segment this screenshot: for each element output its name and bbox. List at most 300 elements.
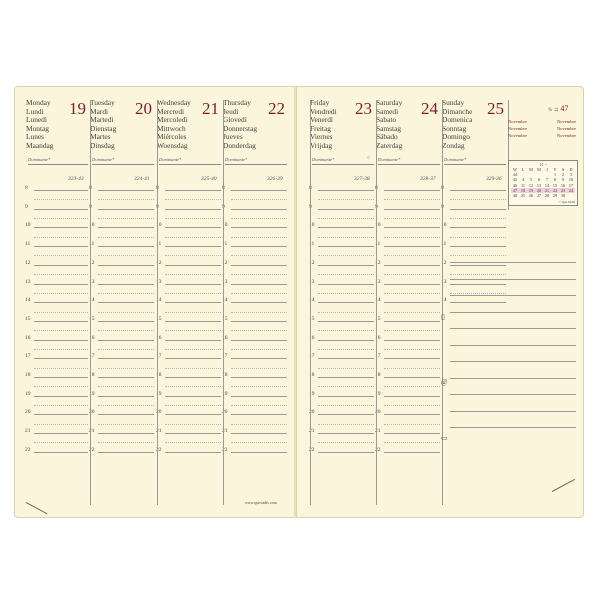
day-name: Thursday (223, 98, 251, 107)
hour-line (231, 302, 287, 303)
hour-label: 13 (309, 278, 315, 285)
hour-line (98, 246, 154, 247)
hour-line (318, 209, 374, 210)
notes-line (450, 394, 576, 395)
month-label: Novembre (557, 119, 576, 124)
half-hour-line (98, 368, 154, 369)
hour-label: 20 (375, 409, 381, 416)
mini-calendar-cell: 25 (520, 193, 526, 199)
dominante-label: Dominante* (378, 157, 401, 162)
mini-calendar-cell: 5 (529, 177, 533, 183)
week-label: 47 (560, 104, 569, 113)
column-separator (376, 100, 377, 505)
day-column (376, 99, 440, 154)
day-name: Dimanche (442, 106, 473, 116)
hour-label: 20 (309, 409, 315, 416)
hour-line (165, 433, 221, 434)
hour-label: 22 (222, 446, 228, 453)
hour-line (98, 414, 154, 415)
hour-line (231, 396, 287, 397)
notes-line (450, 427, 576, 428)
notes-line (450, 361, 576, 362)
hour-line (318, 302, 374, 303)
day-name: Dinsdag (90, 140, 115, 150)
hour-line (231, 190, 287, 191)
day-name: Sunday (442, 98, 465, 107)
hour-label: 8 (222, 185, 225, 191)
notes-line (450, 279, 576, 280)
half-hour-line (318, 442, 374, 443)
hour-line (98, 302, 154, 303)
hour-line (231, 452, 287, 453)
half-hour-line (34, 199, 88, 200)
hour-line (98, 396, 154, 397)
hour-line (318, 321, 374, 322)
hour-line (450, 265, 506, 266)
half-hour-line (98, 237, 154, 238)
hour-line (384, 284, 440, 285)
month-row (508, 125, 576, 132)
half-hour-line (98, 255, 154, 256)
half-hour-line (384, 199, 440, 200)
hour-label: 19 (25, 390, 31, 397)
hour-line (318, 340, 374, 341)
hour-label: 19 (156, 390, 162, 397)
half-hour-line (384, 368, 440, 369)
mini-calendar-cell: 28 (544, 193, 550, 199)
day-name: Lunedì (26, 115, 47, 125)
hour-line (165, 340, 221, 341)
hour-label: 12 (89, 259, 95, 266)
hour-label: 15 (25, 315, 31, 322)
half-hour-line (165, 312, 221, 313)
mini-calendar-header: W (513, 167, 517, 172)
half-hour-line (450, 237, 506, 238)
day-name: Wednesday (157, 98, 191, 107)
hour-line (98, 433, 154, 434)
hour-label: 12 (441, 259, 447, 266)
mini-calendar-cell: 23 (560, 187, 566, 193)
mini-calendar-header: L (521, 167, 525, 172)
half-hour-line (165, 405, 221, 406)
hour-line (231, 284, 287, 285)
mini-calendar-cell: 29 (552, 193, 558, 199)
hour-label: 15 (156, 315, 162, 322)
hour-label: 14 (156, 297, 162, 304)
footer-site: www.quovadis.com (245, 500, 277, 505)
hour-line (318, 265, 374, 266)
mini-calendar-cell: 22 (552, 187, 558, 193)
day-name: Samedi (376, 106, 399, 116)
dominante-label: Dominante* (444, 157, 467, 162)
day-name: Domingo (442, 132, 470, 142)
day-name: Lundi (26, 106, 44, 116)
hour-line (165, 284, 221, 285)
hour-label: 17 (309, 353, 315, 360)
half-hour-line (231, 386, 287, 387)
day-of-year: 324-41 (134, 176, 150, 182)
hour-label: 14 (222, 297, 228, 304)
mini-calendar-cell: 26 (528, 193, 534, 199)
day-name: Jueves (223, 132, 243, 142)
mini-calendar-cell: 19 (528, 187, 534, 193)
hour-line (98, 377, 154, 378)
half-hour-line (318, 368, 374, 369)
hour-line (34, 190, 88, 191)
day-names (310, 99, 337, 151)
hour-label: 20 (89, 409, 95, 416)
notes-line (450, 411, 576, 412)
hour-label: 10 (309, 222, 315, 229)
day-names (223, 99, 257, 151)
hour-line (318, 452, 374, 453)
hour-line (231, 321, 287, 322)
hour-line (98, 265, 154, 266)
mini-calendar-cell: 16 (560, 182, 566, 188)
half-hour-line (384, 274, 440, 275)
hour-label: 14 (89, 297, 95, 304)
hour-line (384, 452, 440, 453)
hour-label: 13 (156, 278, 162, 285)
dominante-line (444, 164, 506, 165)
dominante-label: Dominante* (225, 157, 248, 162)
day-column (223, 99, 287, 154)
hour-label: 10 (441, 222, 447, 229)
dominante-line (92, 164, 154, 165)
hour-label: 8 (156, 185, 159, 191)
day-of-year: 325-40 (201, 176, 217, 182)
day-column (157, 99, 221, 154)
notes-line (450, 345, 576, 346)
day-name: Viernes (310, 132, 333, 142)
hour-line (450, 227, 506, 228)
mini-calendar-cell: 8 (553, 177, 557, 183)
day-name: Miércoles (157, 132, 187, 142)
day-name: Venerdì (310, 115, 333, 125)
week-prefix: % (548, 108, 553, 113)
hour-line (318, 377, 374, 378)
hour-label: 18 (222, 372, 228, 378)
hour-line (231, 377, 287, 378)
hour-line (318, 433, 374, 434)
hour-line (34, 433, 88, 434)
hour-line (98, 209, 154, 210)
hour-line (34, 377, 88, 378)
hour-label: 22 (309, 446, 315, 453)
hour-line (231, 433, 287, 434)
half-hour-line (318, 405, 374, 406)
hour-label: 9 (222, 203, 225, 210)
half-hour-line (98, 349, 154, 350)
dominante-line (225, 164, 287, 165)
hour-line (165, 396, 221, 397)
hour-label: 17 (89, 353, 95, 360)
hour-label: 18 (375, 372, 381, 378)
half-hour-line (384, 442, 440, 443)
hour-label: 15 (375, 315, 381, 322)
mini-calendar-cell: 2 (561, 172, 565, 178)
hour-line (384, 396, 440, 397)
hour-label: 11 (309, 241, 315, 248)
mini-calendar-cell: 46 (512, 182, 518, 188)
day-name: Mittwoch (157, 123, 186, 133)
half-hour-line (384, 405, 440, 406)
hour-label: 12 (222, 259, 228, 266)
hour-line (384, 321, 440, 322)
hour-line (98, 452, 154, 453)
notes-line (450, 328, 576, 329)
hour-label: 9 (156, 203, 159, 210)
day-name: Donderdag (223, 140, 256, 150)
day-of-year: 329-36 (486, 176, 502, 182)
hour-line (34, 321, 88, 322)
day-name: Mardi (90, 106, 109, 116)
day-name: Sábado (376, 132, 398, 142)
hour-label: 10 (156, 222, 162, 229)
mini-calendar-cell: 3 (569, 172, 573, 178)
dominante-line (159, 164, 221, 165)
hour-line (165, 265, 221, 266)
month-label: Novembre (508, 126, 527, 131)
hour-label: 21 (156, 428, 162, 435)
hour-line (34, 396, 88, 397)
hour-line (384, 302, 440, 303)
half-hour-line (318, 237, 374, 238)
mini-calendar-cell: 13 (536, 182, 542, 188)
day-name: Maandag (26, 140, 54, 150)
hour-label: 21 (309, 428, 315, 435)
half-hour-line (231, 424, 287, 425)
half-hour-line (34, 368, 88, 369)
hour-line (98, 358, 154, 359)
hour-label: 11 (375, 241, 381, 248)
notepad-icon: ▭ (441, 434, 448, 442)
half-hour-line (34, 274, 88, 275)
hour-label: 8 (89, 185, 92, 191)
phone-icon: ▯ (441, 313, 445, 321)
hour-label: 18 (25, 372, 31, 378)
half-hour-line (98, 386, 154, 387)
hour-label: 10 (222, 222, 228, 229)
hour-line (34, 452, 88, 453)
hour-label: 19 (222, 390, 228, 397)
hour-label: 20 (222, 409, 228, 416)
hour-label: 12 (25, 259, 31, 266)
hour-line (34, 358, 88, 359)
half-hour-line (165, 199, 221, 200)
day-name: Martedì (90, 115, 114, 125)
half-hour-line (231, 218, 287, 219)
hour-line (165, 302, 221, 303)
dominante-label: Dominante* (159, 157, 182, 162)
half-hour-line (318, 255, 374, 256)
half-hour-line (384, 237, 440, 238)
hour-line (34, 227, 88, 228)
hour-line (318, 396, 374, 397)
mini-calendar-cell: 1 (553, 172, 557, 178)
mini-calendar-cell: 18 (520, 187, 526, 193)
half-hour-line (98, 442, 154, 443)
mini-calendar-cell: 17 (568, 182, 574, 188)
hour-label: 18 (156, 372, 162, 378)
day-name: Montag (26, 123, 49, 133)
half-hour-line (34, 237, 88, 238)
hour-label: 19 (375, 390, 381, 397)
hour-label: 8 (25, 185, 28, 191)
notes-line (450, 312, 576, 313)
hour-line (165, 209, 221, 210)
day-name: Vendredi (310, 106, 337, 116)
hour-label: 11 (156, 241, 162, 248)
half-hour-line (165, 218, 221, 219)
hour-label: 16 (156, 334, 162, 341)
half-hour-line (231, 330, 287, 331)
half-hour-line (231, 199, 287, 200)
hour-line (231, 265, 287, 266)
hour-label: 22 (156, 446, 162, 453)
half-hour-line (231, 255, 287, 256)
day-name: Freitag (310, 123, 331, 133)
hour-line (165, 246, 221, 247)
half-hour-line (318, 218, 374, 219)
dominante-label: Dominante* (92, 157, 115, 162)
mini-calendar-cell: 21 (544, 187, 550, 193)
day-names (442, 99, 472, 151)
hour-label: 15 (309, 315, 315, 322)
hour-label: 17 (156, 353, 162, 360)
hour-line (231, 227, 287, 228)
mini-calendar-header: M (529, 167, 533, 172)
day-name: Zondag (442, 140, 465, 150)
day-number: 24 (421, 99, 438, 118)
half-hour-line (165, 368, 221, 369)
hour-line (165, 452, 221, 453)
half-hour-line (231, 349, 287, 350)
hour-label: 11 (222, 241, 228, 248)
hour-line (318, 246, 374, 247)
day-name: Vrijdag (310, 140, 333, 150)
month-row (508, 118, 576, 125)
hour-label: 14 (25, 297, 31, 304)
mini-calendar-cell: 6 (537, 177, 541, 183)
mini-calendar-cell: 48 (512, 193, 518, 199)
hour-label: 20 (25, 409, 31, 416)
hour-label: 9 (375, 203, 378, 210)
hour-label: 22 (89, 446, 95, 453)
hour-line (384, 377, 440, 378)
half-hour-line (384, 312, 440, 313)
hour-line (450, 246, 506, 247)
hour-label: 21 (25, 428, 31, 435)
mini-calendar-cell: 9 (561, 177, 565, 183)
mini-calendar-cell: 30 (560, 193, 566, 199)
hour-line (34, 340, 88, 341)
half-hour-line (384, 386, 440, 387)
dominante-line (312, 164, 374, 165)
half-hour-line (98, 405, 154, 406)
hour-label: 17 (25, 353, 31, 360)
dominante-label: Dominante* (28, 157, 51, 162)
half-hour-line (384, 330, 440, 331)
half-hour-line (450, 218, 506, 219)
month-label: Novembre (508, 119, 527, 124)
half-hour-line (98, 293, 154, 294)
week-arrow: ⇉ (554, 108, 559, 113)
half-hour-line (165, 442, 221, 443)
hour-label: 13 (441, 278, 447, 285)
hour-line (98, 340, 154, 341)
hour-line (384, 358, 440, 359)
half-hour-line (34, 386, 88, 387)
column-separator (157, 100, 158, 505)
day-name: Saturday (376, 98, 403, 107)
hour-label: 8 (441, 185, 444, 191)
hour-label: 16 (309, 334, 315, 341)
mini-calendar-grid (511, 167, 575, 198)
half-hour-line (34, 330, 88, 331)
hour-label: 10 (89, 222, 95, 229)
month-label: Novembre (557, 133, 576, 138)
hour-label: 18 (89, 372, 95, 378)
half-hour-line (98, 199, 154, 200)
at-icon: @ (441, 378, 448, 386)
hour-line (450, 190, 506, 191)
hour-label: 12 (309, 259, 315, 266)
hour-line (98, 190, 154, 191)
hour-line (34, 209, 88, 210)
half-hour-line (34, 424, 88, 425)
hour-label: 9 (25, 203, 28, 210)
hour-label: 21 (222, 428, 228, 435)
hour-line (34, 414, 88, 415)
column-separator (442, 100, 443, 505)
half-hour-line (34, 442, 88, 443)
column-separator (90, 100, 91, 505)
hour-line (98, 321, 154, 322)
hour-line (34, 246, 88, 247)
mini-calendar-cell: 27 (536, 193, 542, 199)
day-name: Zaterdag (376, 140, 403, 150)
hour-line (318, 358, 374, 359)
hour-label: 9 (441, 203, 444, 210)
day-name: Monday (26, 98, 51, 107)
hour-label: 15 (89, 315, 95, 322)
mini-calendar-cell: 11 (520, 182, 526, 188)
hour-label: 13 (25, 278, 31, 285)
hour-label: 12 (156, 259, 162, 266)
hour-line (231, 358, 287, 359)
hour-label: 22 (375, 446, 381, 453)
hour-line (450, 209, 506, 210)
day-name: Friday (310, 98, 330, 107)
day-name: Samstag (376, 123, 402, 133)
mini-calendar-cell: 24 (568, 187, 574, 193)
hour-label: 13 (89, 278, 95, 285)
day-of-year: 326-39 (267, 176, 283, 182)
notes-line (450, 262, 576, 263)
hour-label: 8 (309, 185, 312, 191)
hour-line (318, 227, 374, 228)
column-separator (310, 100, 311, 505)
hour-label: 10 (375, 222, 381, 229)
day-names (376, 99, 402, 151)
half-hour-line (231, 237, 287, 238)
mini-calendar-cell: 20 (536, 187, 542, 193)
hour-label: 16 (222, 334, 228, 341)
dominante-label: Dominante* (312, 157, 335, 162)
half-hour-line (34, 312, 88, 313)
hour-line (165, 414, 221, 415)
